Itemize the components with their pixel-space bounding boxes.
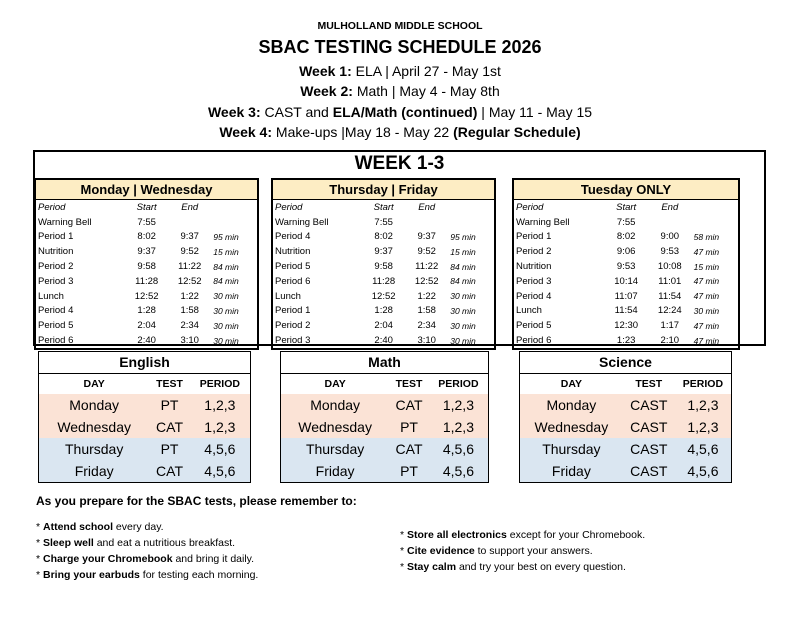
table-cell: 12:52 [414,275,439,287]
reminder-bullet: * [36,521,44,533]
table-cell: 3:10 [417,335,436,347]
table-cell: 30 min [450,305,476,316]
table-cell: 4,5,6 [675,438,731,460]
table-row [273,244,494,259]
table-cell: 9:53 [660,246,680,258]
reminder-bullet: * [400,529,408,541]
table-cell: 15 min [213,246,239,257]
reminder-keyword: Store all electronics [407,529,507,541]
schedule-title: Thursday | Friday [273,180,494,200]
reminder-keyword: Cite evidence [407,545,475,557]
column-header: DAY [560,378,582,390]
table-cell: 2:10 [660,335,680,347]
column-header: Start [616,201,637,213]
table-row [520,460,731,482]
table-cell: Lunch [38,290,64,302]
reminder-keyword: Sleep well [43,537,94,549]
table-cell: 2:04 [137,320,156,332]
column-header [448,200,494,215]
table-row [36,289,257,304]
table-cell: 11:54 [658,290,682,302]
table-cell: Friday [39,460,149,482]
table-cell: Period 5 [275,261,311,273]
table-cell: 9:58 [374,261,393,273]
table-cell: 47 min [693,246,720,257]
reminder-bullet: * [36,569,44,581]
subject-english [38,351,251,483]
table-cell: 1:17 [660,320,680,332]
table-row [273,333,494,348]
table-cell: 1:23 [616,335,636,347]
table-cell: 15 min [450,246,476,257]
column-header: DAY [83,378,105,390]
subject-math [280,351,489,483]
schedule-title: Monday | Wednesday [36,180,257,200]
table-cell: 12:30 [614,320,639,332]
table-cell: 1,2,3 [190,416,250,438]
table-cell: 4,5,6 [675,460,731,482]
column-header: Period [516,201,544,213]
table-cell: Warning Bell [275,216,329,228]
table-row [514,304,738,319]
table-row [39,416,250,438]
table-cell: Friday [520,460,623,482]
table-cell: CAST [623,394,675,416]
reminder-item [400,527,645,543]
table-row [514,333,738,348]
week-3-line: Week 3: CAST and ELA/Math (continued) | May 11 - May 15 [207,104,593,120]
table-cell: 1:58 [417,305,436,317]
table-cell: Period 1 [38,231,74,243]
table-cell: 2:40 [137,335,156,347]
table-row [36,274,257,289]
table-row [273,215,494,230]
table-cell: Thursday [39,438,149,460]
table-cell: 10:08 [657,261,682,273]
table-cell: Period 6 [275,275,311,287]
table-cell: 15 min [693,261,720,272]
table-cell: 1:28 [374,305,393,317]
subject-title: Science [520,352,731,374]
reminder-keyword: Attend school [43,521,114,533]
table-cell: Monday [281,394,389,416]
reminders-right [400,527,645,575]
schedule-tuesday-only [512,178,740,350]
table-row [514,215,738,230]
table-cell: CAT [149,416,189,438]
table-row [514,259,738,274]
table-row [514,318,738,333]
table-cell: Period 3 [275,335,311,347]
table-cell: 2:04 [374,320,393,332]
reminder-item [36,535,258,551]
table-cell: 1,2,3 [675,416,731,438]
table-cell: Wednesday [520,416,623,438]
table-cell: CAST [623,438,675,460]
table-cell: Lunch [516,305,542,317]
table-cell: 1:28 [137,305,156,317]
column-header: TEST [635,378,663,390]
table-cell: Friday [281,460,389,482]
table-cell: 11:54 [614,305,638,317]
table-row [273,304,494,319]
table-cell: 4,5,6 [190,438,250,460]
table-cell [405,215,448,230]
table-cell: 1:58 [180,305,199,317]
subject-column-headers [39,374,250,394]
table-cell: Thursday [281,438,389,460]
table-cell: 8:02 [137,231,156,243]
week-1-line: Week 1: ELA | April 27 - May 1st [299,63,501,79]
table-cell: PT [389,460,429,482]
table-cell: 12:52 [371,290,396,302]
table-cell: Nutrition [275,246,311,258]
table-row [520,438,731,460]
table-cell: Period 1 [275,305,311,317]
schedule-monday-wednesday [34,178,259,350]
table-cell: Nutrition [516,261,552,273]
reminders-heading: As you prepare for the SBAC tests, please remember to: [36,494,357,508]
table-cell: CAT [149,460,189,482]
table-row [273,259,494,274]
page-title: SBAC TESTING SCHEDULE 2026 [258,37,542,57]
table-cell: 9:52 [417,246,436,258]
table-cell: 11:22 [415,261,439,273]
table-cell: 30 min [213,320,239,331]
table-row [281,394,488,416]
table-cell: 2:34 [417,320,436,332]
table-cell: 11:28 [135,275,159,287]
school-name: MULHOLLAND MIDDLE SCHOOL [317,20,483,32]
table-cell: 9:06 [616,246,636,258]
table-cell: 30 min [450,291,476,302]
table-cell: Period 4 [275,231,311,243]
table-cell [692,215,738,230]
table-row [281,460,488,482]
subject-table [39,374,250,482]
column-header: End [181,201,199,213]
subject-science [519,351,732,483]
table-cell: 9:37 [374,246,393,258]
table-cell: 30 min [693,305,720,316]
table-cell: 12:52 [134,290,159,302]
column-header: Period [275,201,303,213]
table-cell: 11:07 [614,290,638,302]
table-row [514,244,738,259]
table-cell: 2:40 [374,335,393,347]
table-cell: Period 3 [516,275,552,287]
table-cell: Period 2 [38,261,74,273]
table-cell [168,215,211,230]
reminder-text: to support your answers. [474,545,593,557]
table-cell: 11:28 [372,275,396,287]
table-row [39,460,250,482]
table-cell: 3:10 [180,335,199,347]
table-cell: Period 6 [38,335,74,347]
table-cell: 11:22 [178,261,202,273]
table-cell: Period 6 [516,335,552,347]
table-cell: 1,2,3 [190,394,250,416]
table-row [514,289,738,304]
table-cell: 95 min [213,231,239,242]
table-cell: Nutrition [38,246,74,258]
table-row [514,274,738,289]
table-row [36,230,257,245]
table-row [520,394,731,416]
table-cell: 58 min [693,231,720,242]
table-cell: Warning Bell [38,216,92,228]
table-cell: CAT [389,438,429,460]
table-cell: 84 min [450,261,476,272]
table-row [36,259,257,274]
table-cell [648,215,692,230]
reminders-left [36,519,258,583]
reminder-text: except for your Chromebook. [506,529,646,541]
column-header: PERIOD [682,378,724,390]
reminder-bullet: * [400,561,408,573]
table-cell: 84 min [450,276,476,287]
reminder-bullet: * [36,537,44,549]
table-cell: 1,2,3 [675,394,731,416]
table-cell: 47 min [693,335,720,346]
table-cell: 4,5,6 [429,460,488,482]
table-cell: PT [149,438,189,460]
reminder-item [36,551,258,567]
table-cell: 84 min [213,276,239,287]
table-row [273,318,494,333]
reminder-keyword: Charge your Chromebook [43,553,173,565]
reminder-keyword: Bring your earbuds [43,569,140,581]
reminder-bullet: * [400,545,408,557]
reminder-item [36,519,258,535]
table-cell: CAT [389,394,429,416]
reminder-text: and try your best on every question. [456,561,626,573]
table-cell: 9:52 [180,246,199,258]
table-cell: CAST [623,416,675,438]
schedule-title: Tuesday ONLY [514,180,738,200]
table-cell: 1,2,3 [429,394,488,416]
table-row [36,304,257,319]
table-row [39,394,250,416]
table-cell: 9:53 [616,261,636,273]
table-cell: Period 5 [516,320,552,332]
schedule-column-headers [514,200,738,215]
subject-title: English [39,352,250,374]
table-row [36,215,257,230]
table-cell: Period 4 [38,305,74,317]
table-cell: 9:37 [137,246,156,258]
table-cell: 7:55 [374,216,393,228]
table-row [514,230,738,245]
schedule-thursday-friday [271,178,496,350]
table-row [39,438,250,460]
table-cell: PT [389,416,429,438]
column-header: TEST [395,378,423,390]
table-cell: 30 min [213,305,239,316]
schedule-column-headers [273,200,494,215]
table-cell: Wednesday [281,416,389,438]
table-cell: 9:37 [417,231,436,243]
schedule-table [36,200,257,348]
table-cell: CAST [623,460,675,482]
table-cell: 30 min [450,335,476,346]
reminder-text: for testing each morning. [139,569,259,581]
reminder-item [36,567,258,583]
table-cell: 1,2,3 [429,416,488,438]
column-header [211,200,257,215]
table-row [281,416,488,438]
table-cell: Warning Bell [516,216,570,228]
reminder-keyword: Stay calm [407,561,457,573]
table-cell: Period 2 [275,320,311,332]
table-cell: Period 5 [38,320,74,332]
table-cell: 9:58 [137,261,156,273]
table-cell: PT [149,394,189,416]
reminder-text: and bring it daily. [172,553,255,565]
reminder-bullet: * [36,553,44,565]
table-cell: Lunch [275,290,301,302]
table-cell: Monday [520,394,623,416]
table-row [520,416,731,438]
table-cell: 8:02 [616,231,636,243]
table-cell: Thursday [520,438,623,460]
table-cell: Wednesday [39,416,149,438]
table-cell: 30 min [450,320,476,331]
table-row [36,333,257,348]
week-banner: WEEK 1-3 [33,150,766,175]
table-cell: 7:55 [616,216,636,228]
table-cell: 95 min [450,231,476,242]
reminder-item [400,543,645,559]
week-4-line: Week 4: Make-ups |May 18 - May 22 (Regular Schedule) [219,124,581,140]
column-header: PERIOD [438,378,479,390]
table-cell: 12:24 [657,305,682,317]
table-cell: 47 min [693,291,720,302]
table-row [36,244,257,259]
table-cell: 4,5,6 [190,460,250,482]
column-header: End [661,201,679,213]
week-2-line: Week 2: Math | May 4 - May 8th [300,83,500,99]
table-cell: 30 min [213,335,239,346]
column-header [692,200,738,215]
reminder-text: every day. [113,521,164,533]
table-cell: 9:00 [660,231,680,243]
table-cell: Period 3 [38,275,74,287]
table-row [273,274,494,289]
subject-column-headers [281,374,488,394]
table-cell: 7:55 [137,216,156,228]
table-cell: 1:22 [417,290,436,302]
subject-title: Math [281,352,488,374]
column-header: End [418,201,436,213]
table-cell: 10:14 [614,275,639,287]
table-cell: 12:52 [177,275,202,287]
table-cell [211,215,257,230]
reminder-item [400,559,645,575]
table-cell: Period 2 [516,246,552,258]
schedule-column-headers [36,200,257,215]
table-cell: 4,5,6 [429,438,488,460]
column-header: PERIOD [199,378,240,390]
column-header: DAY [324,378,346,390]
subject-table [520,374,731,482]
table-row [36,318,257,333]
column-header: TEST [156,378,183,390]
table-cell: Period 4 [516,290,552,302]
table-row [281,438,488,460]
subject-column-headers [520,374,731,394]
table-row [273,289,494,304]
column-header: Period [38,201,66,213]
table-cell: 47 min [693,320,720,331]
table-cell: 1:22 [180,290,199,302]
table-cell: 9:37 [180,231,199,243]
schedule-table [273,200,494,348]
table-cell [448,215,494,230]
schedule-table [514,200,738,348]
table-cell: 30 min [213,291,239,302]
table-cell: 2:34 [180,320,199,332]
table-row [273,230,494,245]
table-cell: Period 1 [516,231,552,243]
table-cell: 11:01 [658,275,682,287]
table-cell: 84 min [213,261,239,272]
table-cell: Monday [39,394,149,416]
table-cell: 8:02 [374,231,393,243]
table-cell: 47 min [693,276,720,287]
subject-table [281,374,488,482]
reminder-text: and eat a nutritious breakfast. [93,537,236,549]
column-header: Start [373,201,394,213]
column-header: Start [136,201,157,213]
